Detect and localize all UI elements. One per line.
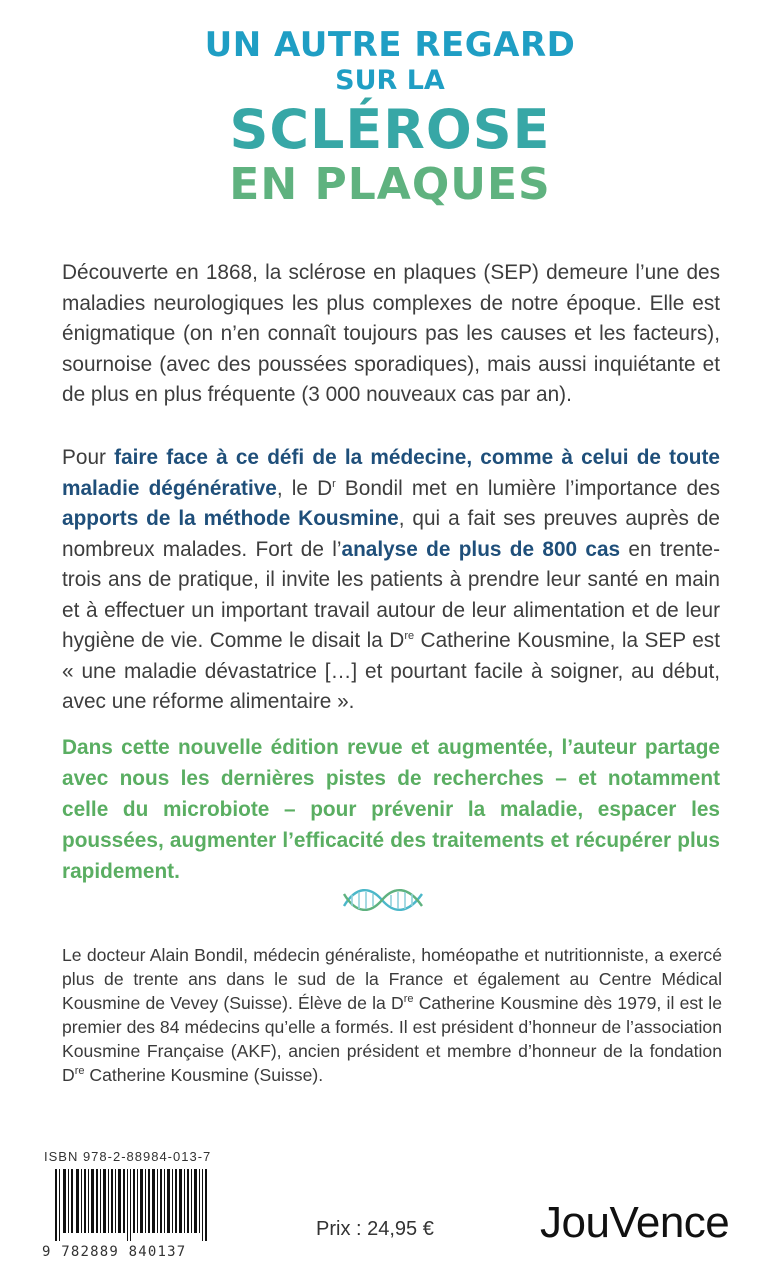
title-line-2: SUR LA — [335, 65, 445, 96]
text-segment: Le docteur Alain Bondil, médecin généraliste, homéopathe et nutritionniste, a exercé plus de trente ans dans le sud de la France et également au Centre Médical Kousmine de Vevey (Suisse). Élève de la D — [62, 945, 722, 1013]
intro-paragraph: Découverte en 1868, la sclérose en plaques (SEP) demeure l’une des maladies neurologiques les plus complexes de notre époque. Elle est énigmatique (on n’en connaît toujours pas les causes et les facteurs), sournoise (avec des poussées sporadiques), mais aussi inquiétante et de plus en plus fréquente (3 000 nouveaux cas par an). — [62, 261, 720, 406]
isbn-label: ISBN 978-2-88984-013-7 — [44, 1149, 212, 1164]
edition-paragraph: Dans cette nouvelle édition revue et augmentée, l’auteur partage avec nous les dernières pistes de recherches – et notamment celle du microbiote – pour prévenir la maladie, espacer les poussées, augmenter l’efficacité des traitements et récupérer plus rapidement. — [62, 736, 720, 883]
bold-segment: analyse de plus de 800 cas — [341, 537, 621, 561]
publisher-logo: JouVence — [540, 1198, 730, 1247]
text-segment: , qui a fait ses preuves auprès de nombreux malades. Fort de l’ — [62, 507, 721, 561]
price-label: Prix : 24,95 € — [316, 1218, 434, 1240]
text-segment: Catherine Kousmine (Suisse). — [84, 1065, 324, 1085]
title-line-4: EN PLAQUES — [229, 159, 551, 210]
title-line-1: UN AUTRE REGARD — [204, 25, 576, 65]
dna-icon — [342, 882, 424, 918]
text-segment: en trente-trois ans de pratique, il invite les patients à prendre leur santé en main et à effectuer un important travail autour de leur alimentation et de leur hygiène de vie. Comme le disait la D — [62, 537, 720, 652]
superscript: re — [74, 1065, 85, 1078]
text-segment: Catherine Kousmine dès 1979, il est le premier des 84 médecins qu’elle a formés. Il est président d’honneur de l’association Kousmine Française (AKF), ancien président et membre d’honneur de la fondation D — [62, 993, 722, 1085]
barcode-digits: 9 782889 840137 — [42, 1244, 187, 1260]
superscript: r — [332, 477, 336, 490]
superscript: re — [404, 630, 415, 643]
bold-segment: faire face à ce défi de la médecine, comme à celui de toute maladie dégénérative — [62, 446, 720, 500]
method-paragraph — [62, 443, 720, 718]
barcode-icon — [55, 1169, 208, 1241]
title-line-3: SCLÉROSE — [229, 98, 551, 161]
text-segment: Catherine Kousmine, la SEP est « une maladie dévastatrice […] et pourtant facile à soigner, au début, avec une réforme alimentaire ». — [62, 629, 720, 713]
bold-segment: apports de la méthode Kousmine — [62, 507, 399, 530]
superscript: re — [403, 993, 414, 1006]
text-segment: Pour — [62, 446, 115, 469]
text-segment: , le D — [276, 476, 333, 500]
text-segment: Bondil met en lumière l’importance des — [335, 476, 720, 500]
book-title — [0, 26, 780, 210]
author-bio — [62, 943, 722, 1087]
